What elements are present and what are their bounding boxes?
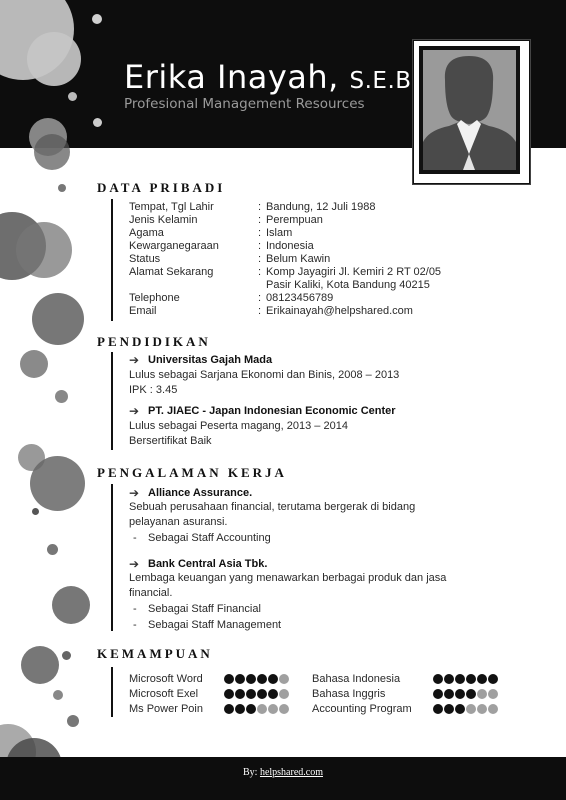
skill-dot bbox=[279, 689, 289, 699]
skill-dot bbox=[224, 689, 234, 699]
skill-level-dots bbox=[433, 674, 498, 684]
section-title-experience: PENGALAMAN KERJA bbox=[97, 465, 287, 480]
info-label: Email bbox=[129, 305, 157, 317]
info-colon: : bbox=[258, 214, 262, 226]
circle-deco bbox=[32, 508, 39, 515]
skill-dot bbox=[477, 689, 487, 699]
skill-dot bbox=[488, 674, 498, 684]
skill-dot bbox=[433, 689, 443, 699]
arrow-icon: ➔ bbox=[129, 557, 140, 571]
skill-level-dots bbox=[433, 704, 498, 714]
circle-deco bbox=[21, 646, 59, 684]
circle-deco bbox=[20, 350, 48, 378]
footer-by: By: bbox=[243, 767, 258, 778]
education-detail: IPK : 3.45 bbox=[129, 384, 178, 396]
education-title: PT. JIAEC - Japan Indonesian Economic Center bbox=[148, 405, 396, 417]
arrow-icon: ➔ bbox=[129, 353, 140, 367]
info-colon: : bbox=[258, 227, 262, 239]
circle-deco bbox=[53, 690, 63, 700]
skill-dot bbox=[455, 704, 465, 714]
section-title-skills: KEMAMPUAN bbox=[97, 646, 213, 661]
education-title: Universitas Gajah Mada bbox=[148, 354, 273, 366]
arrow-icon: ➔ bbox=[129, 404, 140, 418]
education-detail: Lulus sebagai Sarjana Ekonomi dan Binis, 2008 – 2013 bbox=[129, 369, 400, 381]
skill-name: Microsoft Exel bbox=[129, 688, 199, 700]
circle-deco bbox=[62, 651, 71, 660]
info-colon: : bbox=[258, 201, 262, 213]
info-colon: : bbox=[258, 240, 262, 252]
job-title: Profesional Management Resources bbox=[124, 96, 365, 112]
photo-border bbox=[419, 46, 520, 174]
info-value: Belum Kawin bbox=[266, 253, 331, 265]
info-label: Agama bbox=[129, 227, 164, 239]
skill-name: Accounting Program bbox=[312, 703, 412, 715]
skill-dot bbox=[235, 704, 245, 714]
info-label: Status bbox=[129, 253, 161, 265]
skill-dot bbox=[257, 674, 267, 684]
skill-dot bbox=[235, 689, 245, 699]
info-value: 08123456789 bbox=[266, 292, 334, 304]
skill-dot bbox=[488, 689, 498, 699]
dash-bullet: - bbox=[133, 532, 137, 544]
skill-dot bbox=[433, 674, 443, 684]
circle-deco bbox=[52, 586, 90, 624]
skill-dot bbox=[488, 704, 498, 714]
skill-dot bbox=[279, 674, 289, 684]
info-colon: : bbox=[258, 266, 262, 278]
section-title-education: PENDIDIKAN bbox=[97, 334, 211, 349]
name-suffix: S.E.B bbox=[349, 68, 412, 94]
skill-dot bbox=[268, 704, 278, 714]
experience-detail: Sebuah perusahaan financial, terutama bergerak di bidang bbox=[129, 501, 416, 513]
footer-credit bbox=[0, 767, 566, 778]
experience-title: Bank Central Asia Tbk. bbox=[148, 558, 268, 570]
circle-deco bbox=[34, 134, 70, 170]
arrow-icon: ➔ bbox=[129, 486, 140, 500]
skill-dot bbox=[433, 704, 443, 714]
experience-detail: financial. bbox=[129, 587, 173, 599]
education-detail: Lulus sebagai Peserta magang, 2013 – 2014 bbox=[129, 420, 348, 432]
skill-level-dots bbox=[224, 674, 289, 684]
skill-dot bbox=[257, 689, 267, 699]
skill-dot bbox=[257, 704, 267, 714]
avatar-silhouette-icon bbox=[423, 50, 516, 170]
circle-deco bbox=[16, 222, 72, 278]
skill-dot bbox=[444, 689, 454, 699]
info-label: Tempat, Tgl Lahir bbox=[129, 201, 214, 213]
section-title-personal: DATA PRIBADI bbox=[97, 180, 226, 195]
experience-role: Sebagai Staff Management bbox=[148, 619, 282, 631]
skill-dot bbox=[466, 689, 476, 699]
skill-dot bbox=[246, 674, 256, 684]
circle-deco bbox=[32, 293, 84, 345]
skill-dot bbox=[477, 674, 487, 684]
info-colon: : bbox=[258, 253, 262, 265]
skill-dot bbox=[268, 674, 278, 684]
section-divider bbox=[111, 199, 113, 321]
skill-dot bbox=[224, 674, 234, 684]
skill-dot bbox=[279, 704, 289, 714]
info-label: Jenis Kelamin bbox=[129, 214, 198, 226]
dash-bullet: - bbox=[133, 619, 137, 631]
circle-deco bbox=[47, 544, 58, 555]
person-name bbox=[124, 58, 412, 96]
experience-title: Alliance Assurance. bbox=[148, 487, 253, 499]
skill-dot bbox=[246, 689, 256, 699]
section-divider bbox=[111, 667, 113, 717]
skill-level-dots bbox=[433, 689, 498, 699]
circle-deco bbox=[58, 184, 66, 192]
experience-detail: pelayanan asuransi. bbox=[129, 516, 228, 528]
info-value: Perempuan bbox=[266, 214, 323, 226]
skill-dot bbox=[455, 674, 465, 684]
skill-dot bbox=[466, 674, 476, 684]
circle-deco bbox=[55, 390, 68, 403]
section-divider bbox=[111, 484, 113, 631]
info-value-line2: Pasir Kaliki, Kota Bandung 40215 bbox=[266, 279, 430, 291]
circle-deco bbox=[93, 118, 102, 127]
footer-link[interactable]: helpshared.com bbox=[259, 767, 323, 778]
skill-dot bbox=[224, 704, 234, 714]
circle-deco bbox=[27, 32, 81, 86]
skill-name: Microsoft Word bbox=[129, 673, 203, 685]
info-value: Bandung, 12 Juli 1988 bbox=[266, 201, 376, 213]
skill-dot bbox=[444, 674, 454, 684]
skill-dot bbox=[466, 704, 476, 714]
info-label: Telephone bbox=[129, 292, 180, 304]
info-value: Komp Jayagiri Jl. Kemiri 2 RT 02/05 bbox=[266, 266, 442, 278]
info-colon: : bbox=[258, 305, 262, 317]
info-label: Alamat Sekarang bbox=[129, 266, 214, 278]
education-detail: Bersertifikat Baik bbox=[129, 435, 212, 447]
skill-name: Bahasa Inggris bbox=[312, 688, 386, 700]
skill-dot bbox=[477, 704, 487, 714]
skill-dot bbox=[444, 704, 454, 714]
info-value: Erikainayah@helpshared.com bbox=[266, 305, 413, 317]
skill-name: Ms Power Poin bbox=[129, 703, 203, 715]
experience-role: Sebagai Staff Accounting bbox=[148, 532, 271, 544]
info-colon: : bbox=[258, 292, 262, 304]
info-value: Indonesia bbox=[266, 240, 314, 252]
skill-dot bbox=[455, 689, 465, 699]
skill-name: Bahasa Indonesia bbox=[312, 673, 401, 685]
circle-deco bbox=[30, 456, 85, 511]
circle-deco bbox=[67, 715, 79, 727]
experience-role: Sebagai Staff Financial bbox=[148, 603, 261, 615]
skill-dot bbox=[235, 674, 245, 684]
name-main: Erika Inayah, bbox=[124, 58, 339, 96]
profile-photo bbox=[413, 40, 530, 184]
footer-band bbox=[0, 757, 566, 800]
experience-detail: Lembaga keuangan yang menawarkan berbagai produk dan jasa bbox=[129, 572, 447, 584]
circle-deco bbox=[92, 14, 102, 24]
skill-dot bbox=[246, 704, 256, 714]
info-value: Islam bbox=[266, 227, 293, 239]
section-divider bbox=[111, 352, 113, 450]
skill-dot bbox=[268, 689, 278, 699]
skill-level-dots bbox=[224, 704, 289, 714]
dash-bullet: - bbox=[133, 603, 137, 615]
info-label: Kewarganegaraan bbox=[129, 240, 219, 252]
circle-deco bbox=[68, 92, 77, 101]
skill-level-dots bbox=[224, 689, 289, 699]
